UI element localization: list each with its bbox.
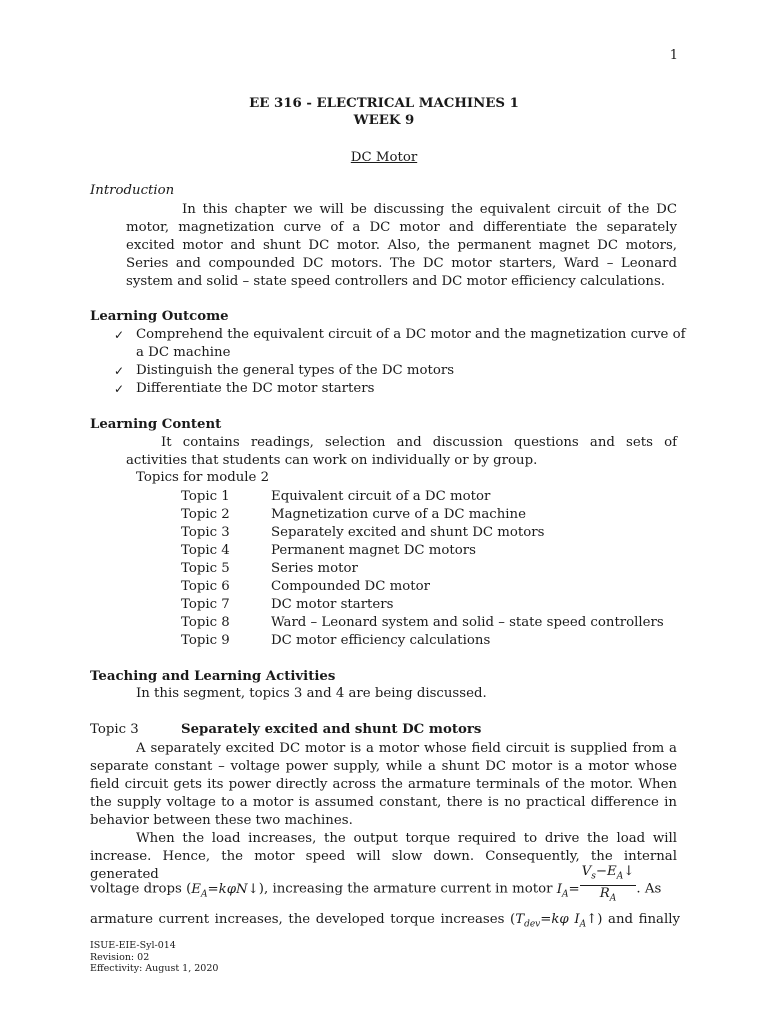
document-code: ISUE-EIE-Syl-014 <box>90 940 176 951</box>
footer <box>90 940 218 975</box>
topic-row: Topic 1 Equivalent circuit of a DC motor <box>181 489 491 504</box>
week-title: WEEK 9 <box>353 113 415 128</box>
activities-heading: Teaching and Learning Activities <box>90 669 336 684</box>
topic3-label: Topic 3 <box>90 722 139 737</box>
topic-row: Topic 2 Magnetization curve of a DC machine <box>181 507 526 522</box>
current-equation: $I_A=$ <box>556 881 580 900</box>
learning-outcome-list <box>110 326 696 398</box>
topics-label: Topics for module 2 <box>136 470 270 485</box>
activities-text: In this segment, topics 3 and 4 are being discussed. <box>136 686 487 701</box>
checkmark-icon: ✓ <box>114 364 125 378</box>
torque-equation: $T_{dev}=k\varphi$ $I_A↑$ <box>515 912 598 930</box>
current-fraction: $\frac{V_s-E_A↓}{R_A}$ <box>581 864 635 904</box>
topic-row: Topic 6 Compounded DC motor <box>181 579 430 594</box>
topic-row: Topic 4 Permanent magnet DC motors <box>181 543 476 558</box>
emf-equation: $E_A=k\varphi N↓$ <box>191 881 259 900</box>
learning-content-heading: Learning Content <box>90 417 222 432</box>
topic-row: Topic 8 Ward – Leonard system and solid – state speed controllers <box>181 615 664 630</box>
topic-row: Topic 5 Series motor <box>181 561 358 576</box>
list-item: ✓ Distinguish the general types of the DC motors <box>114 363 455 378</box>
topic-row: Topic 9 DC motor efficiency calculations <box>181 633 491 648</box>
learning-content-text: It contains readings, selection and discussion questions and sets of activities that students can work on individually or by group. <box>126 435 677 468</box>
effectivity: Effectivity: August 1, 2020 <box>90 963 219 974</box>
introduction-text: In this chapter we will be discussing the equivalent circuit of the DC motor, magnetization curve of a DC motor and differentiate the separately excited motor and shunt DC motor. Also, the permanent magnet DC motors, Series and compounded DC motors. The DC motor starters, Ward – Leonard system and solid – state speed controllers and DC motor efficiency calculations. <box>126 202 677 289</box>
learning-outcome-heading: Learning Outcome <box>90 309 229 324</box>
revision: Revision: 02 <box>90 951 150 963</box>
topic-title: DC Motor <box>350 150 418 165</box>
topic3-title: Separately excited and shunt DC motors <box>181 722 482 737</box>
introduction-heading: Introduction <box>90 183 175 198</box>
topic3-paragraph-1: A separately excited DC motor is a motor whose field circuit is supplied from a separate constant – voltage power supply, while a shunt DC motor is a motor whose field circuit gets its power directly across the armature terminals of the motor. When the supply voltage to a motor is assumed constant, there is no practical difference in behavior between these two machines. <box>90 741 677 828</box>
list-item: ✓ Comprehend the equivalent circuit of a DC motor and the magnetization curve of a DC machine <box>114 327 686 360</box>
list-item: ✓ Differentiate the DC motor starters <box>114 381 375 396</box>
topic-row: Topic 3 Separately excited and shunt DC motors <box>181 525 545 540</box>
page-number: 1 <box>669 48 678 63</box>
topic3-torque-line: armature current increases, the developed torque increases ($T_{dev}=k\varphi$ $I_A↑$) and finally <box>90 912 680 930</box>
topic3-equation-line: voltage drops $(E_A=k\varphi N↓)$, increasing the armature current in motor $I_A=$ $\frac{V_s-E_A↓}{R_A}$ . As <box>90 868 680 910</box>
topic-row: Topic 7 DC motor starters <box>181 597 394 612</box>
topic3-paragraph-2: When the load increases, the output torque required to drive the load will increase. Hence, the motor speed will slow down. Consequently, the internal generated <box>90 831 677 882</box>
checkmark-icon: ✓ <box>114 382 125 396</box>
checkmark-icon: ✓ <box>114 328 125 342</box>
course-title: EE 316 - ELECTRICAL MACHINES 1 <box>249 96 519 111</box>
